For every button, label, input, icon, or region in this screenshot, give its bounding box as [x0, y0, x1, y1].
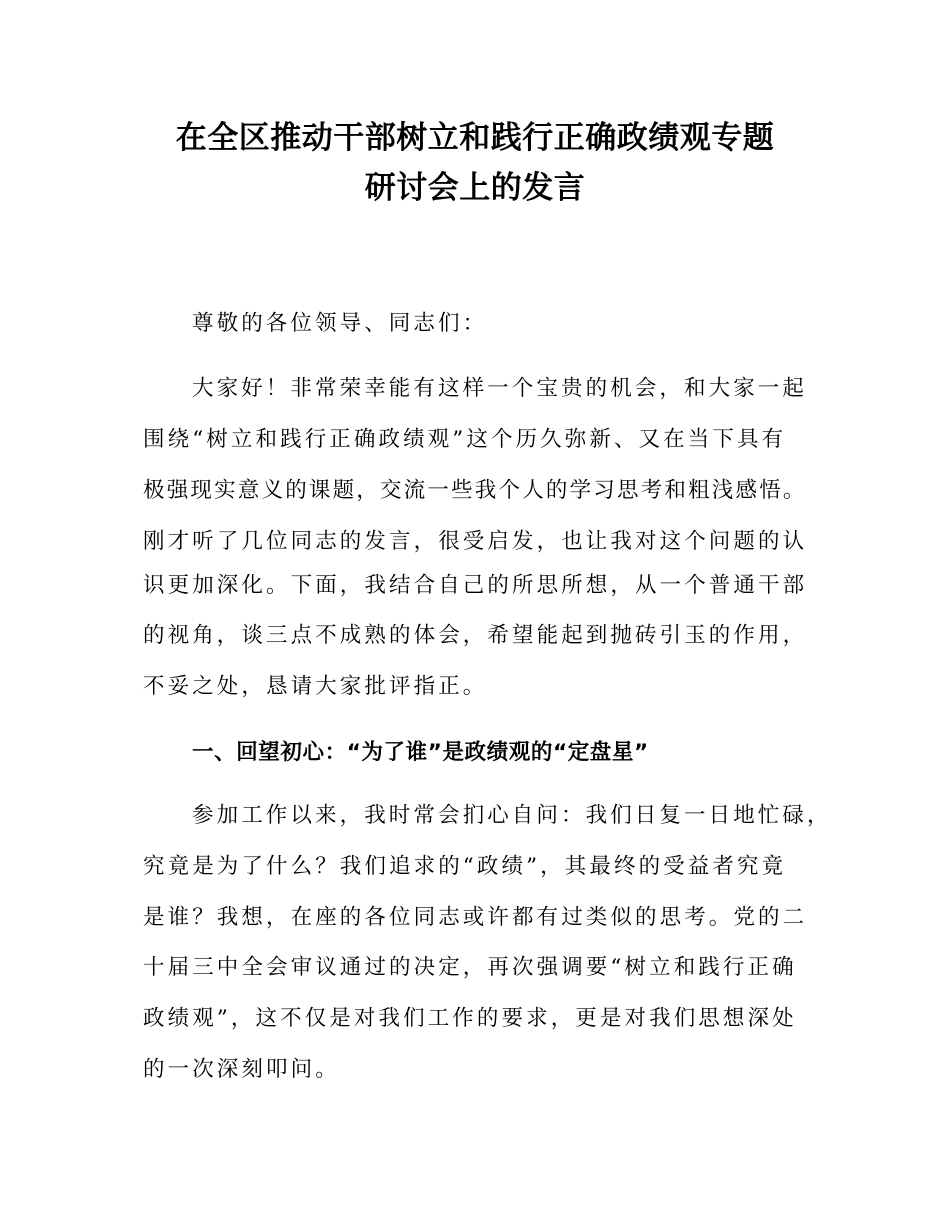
salutation: 尊敬的各位领导、同志们： [192, 311, 488, 336]
paragraph-1-line: 刚才听了几位同志的发言，很受启发，也让我对这个问题的认 [143, 529, 808, 554]
paragraph-1-line: 围绕“树立和践行正确政绩观”这个历久弥新、又在当下具有 [143, 427, 787, 452]
section-heading-1: 一、回望初心：“为了谁”是政绩观的“定盘星” [192, 740, 649, 765]
paragraph-1-line: 大家好！非常荣幸能有这样一个宝贵的机会，和大家一起 [192, 376, 808, 401]
paragraph-2-line: 十届三中全会审议通过的决定，再次强调要“树立和践行正确 [143, 955, 797, 980]
paragraph-2-line: 是谁？我想，在座的各位同志或许都有过类似的思考。党的二 [143, 905, 808, 930]
paragraph-2-line: 究竟是为了什么？我们追求的“政绩”，其最终的受益者究竟 [143, 854, 787, 879]
paragraph-1-line: 不妥之处，恳请大家批评指正。 [143, 674, 488, 699]
paragraph-1-line: 的视角，谈三点不成熟的体会，希望能起到抛砖引玉的作用， [143, 623, 808, 648]
paragraph-2-line: 参加工作以来，我时常会扪心自问：我们日复一日地忙碌， [192, 803, 832, 828]
document-title-line-2: 研讨会上的发言 [364, 170, 586, 206]
paragraph-2-line: 的一次深刻叩问。 [143, 1057, 340, 1082]
document-title-line-1: 在全区推动干部树立和践行正确政绩观专题 [175, 120, 775, 156]
paragraph-2-line: 政绩观”，这不仅是对我们工作的要求，更是对我们思想深处 [143, 1006, 797, 1031]
paragraph-1-line: 极强现实意义的课题，交流一些我个人的学习思考和粗浅感悟。 [143, 478, 807, 503]
paragraph-1-line: 识更加深化。下面，我结合自己的所思所想，从一个普通干部 [143, 573, 808, 598]
